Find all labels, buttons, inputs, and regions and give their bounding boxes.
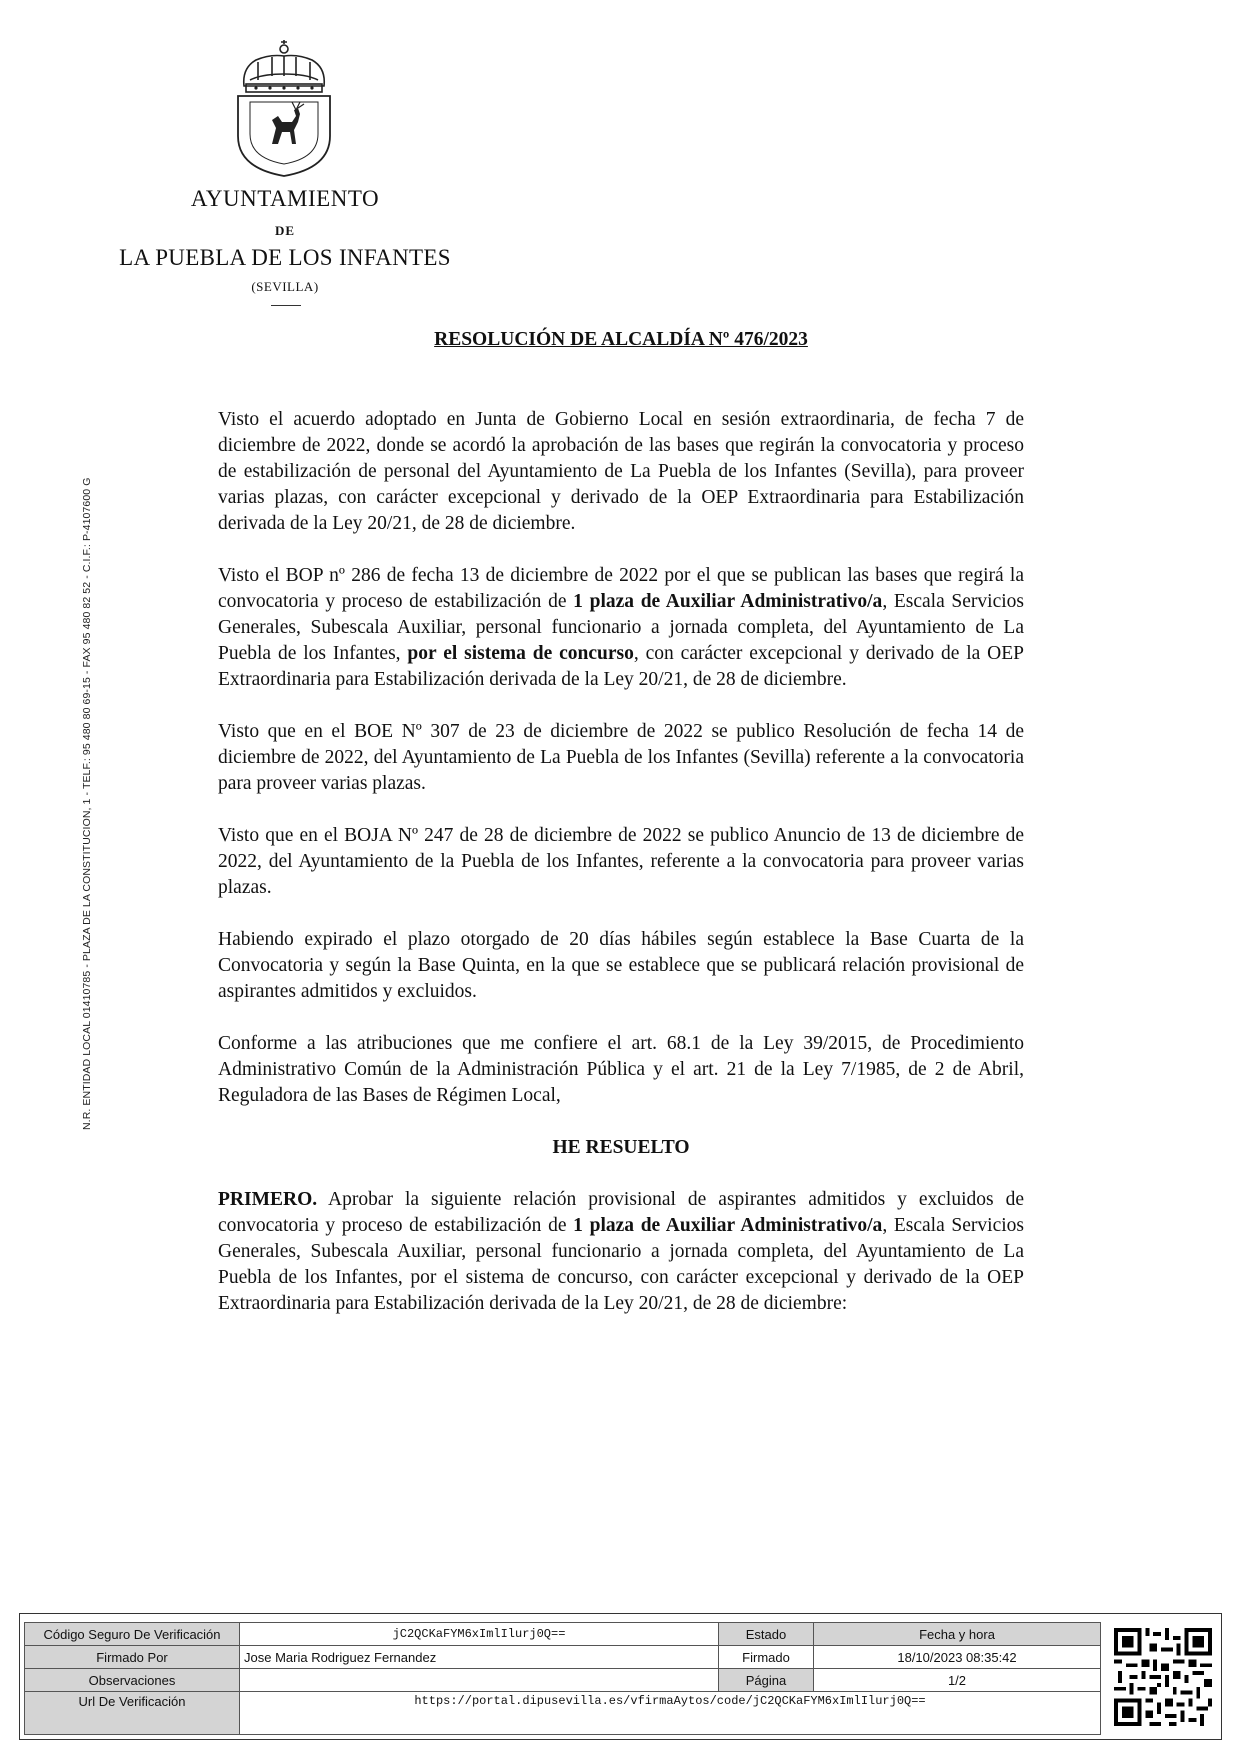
org-province: (SEVILLA): [251, 279, 319, 294]
url-label: Url De Verificación: [25, 1692, 240, 1735]
csv-value: jC2QCKaFYM6xImlIlurj0Q==: [240, 1623, 719, 1646]
table-row: [25, 1669, 1101, 1692]
firmado-por-label: Firmado Por: [25, 1646, 240, 1669]
firmado-por-value: Jose Maria Rodriguez Fernandez: [240, 1646, 719, 1669]
pagina-value: 1/2: [814, 1669, 1101, 1692]
paragraph-3: Visto que en el BOE Nº 307 de 23 de diciembre de 2022 se publico Resolución de fecha 14 de diciembre de 2022, del Ayuntamiento de La Puebla de los Infantes (Sevilla) referente a la convocatoria para proveer varias plazas.: [218, 721, 1024, 794]
municipal-crest-icon: [232, 40, 336, 178]
paragraph-6: Conforme a las atribuciones que me confiere el art. 68.1 de la Ley 39/2015, de Procedimiento Administrativo Común de la Administración Pública y el art. 21 de la Ley 7/1985, de 2 de Abril, Reguladora de las Bases de Régimen Local,: [218, 1033, 1024, 1106]
observaciones-label: Observaciones: [25, 1669, 240, 1692]
org-de: DE: [274, 223, 296, 238]
observaciones-value: [240, 1669, 719, 1692]
org-name: AYUNTAMIENTO: [190, 186, 380, 211]
side-registry-text: N.R. ENTIDAD LOCAL 01410785 - PLAZA DE LA CONSTITUCION, 1 - TELF.: 95 480 80 69-15 - FAX 95 480 82 52 - C.I.F.: P-4107600 G: [81, 477, 93, 1130]
paragraph-4: Visto que en el BOJA Nº 247 de 28 de diciembre de 2022 se publico Anuncio de 13 de diciembre de 2022, del Ayuntamiento de la Puebla de los Infantes, referente a la convocatoria para proveer varias plazas.: [218, 825, 1024, 898]
csv-label: Código Seguro De Verificación: [25, 1623, 240, 1646]
resuelto-heading: HE RESUELTO: [552, 1137, 690, 1158]
estado-value: Firmado: [719, 1646, 814, 1669]
paragraph-5: Habiendo expirado el plazo otorgado de 20 días hábiles según establece la Base Cuarta de la Convocatoria y según la Base Quinta, en la que se establece que se publicará relación provisional de aspirantes admitidos y excluidos.: [218, 929, 1024, 1002]
document-body: [218, 407, 1024, 1317]
url-value[interactable]: https://portal.dipusevilla.es/vfirmaAytos/code/jC2QCKaFYM6xImlIlurj0Q==: [240, 1692, 1101, 1735]
pagina-label: Página: [719, 1669, 814, 1692]
org-town: LA PUEBLA DE LOS INFANTES: [119, 245, 451, 270]
document-title: RESOLUCIÓN DE ALCALDÍA Nº 476/2023: [434, 329, 808, 350]
table-row: [25, 1623, 1101, 1646]
header-divider: [271, 305, 301, 306]
paragraph-primero: PRIMERO. Aprobar la siguiente relación provisional de aspirantes admitidos y excluidos de convocatoria y proceso de estabilización de 1 plaza de Auxiliar Administrativo/a, Escala Servicios Generales, Subescala Auxiliar, personal funcionario a jornada completa, del Ayuntamiento de La Puebla de los Infantes, por el sistema de concurso, con carácter excepcional y derivado de la OEP Extraordinaria para Estabilización derivada de la Ley 20/21, de 28 de diciembre:: [218, 1189, 1024, 1314]
verification-table: [24, 1622, 1101, 1735]
fecha-label: Fecha y hora: [814, 1623, 1101, 1646]
paragraph-1: Visto el acuerdo adoptado en Junta de Gobierno Local en sesión extraordinaria, de fecha 7 de diciembre de 2022, donde se acordó la aprobación de las bases que regirán la convocatoria y proceso de estabilización de personal del Ayuntamiento de La Puebla de los Infantes (Sevilla), para proveer varias plazas, con carácter excepcional y derivado de la OEP Extraordinaria para Estabilización derivada de la Ley 20/21, de 28 de diciembre.: [218, 409, 1024, 534]
table-row: [25, 1646, 1101, 1669]
paragraph-2: Visto el BOP nº 286 de fecha 13 de diciembre de 2022 por el que se publican las bases que regirá la convocatoria y proceso de estabilización de 1 plaza de Auxiliar Administrativo/a, Escala Servicios Generales, Subescala Auxiliar, personal funcionario a jornada completa, del Ayuntamiento de La Puebla de los Infantes, por el sistema de concurso, con carácter excepcional y derivado de la OEP Extraordinaria para Estabilización derivada de la Ley 20/21, de 28 de diciembre.: [218, 565, 1025, 690]
estado-label: Estado: [719, 1623, 814, 1646]
fecha-value: 18/10/2023 08:35:42: [814, 1646, 1101, 1669]
qr-code-icon: [1114, 1628, 1212, 1726]
table-row: [25, 1692, 1101, 1735]
